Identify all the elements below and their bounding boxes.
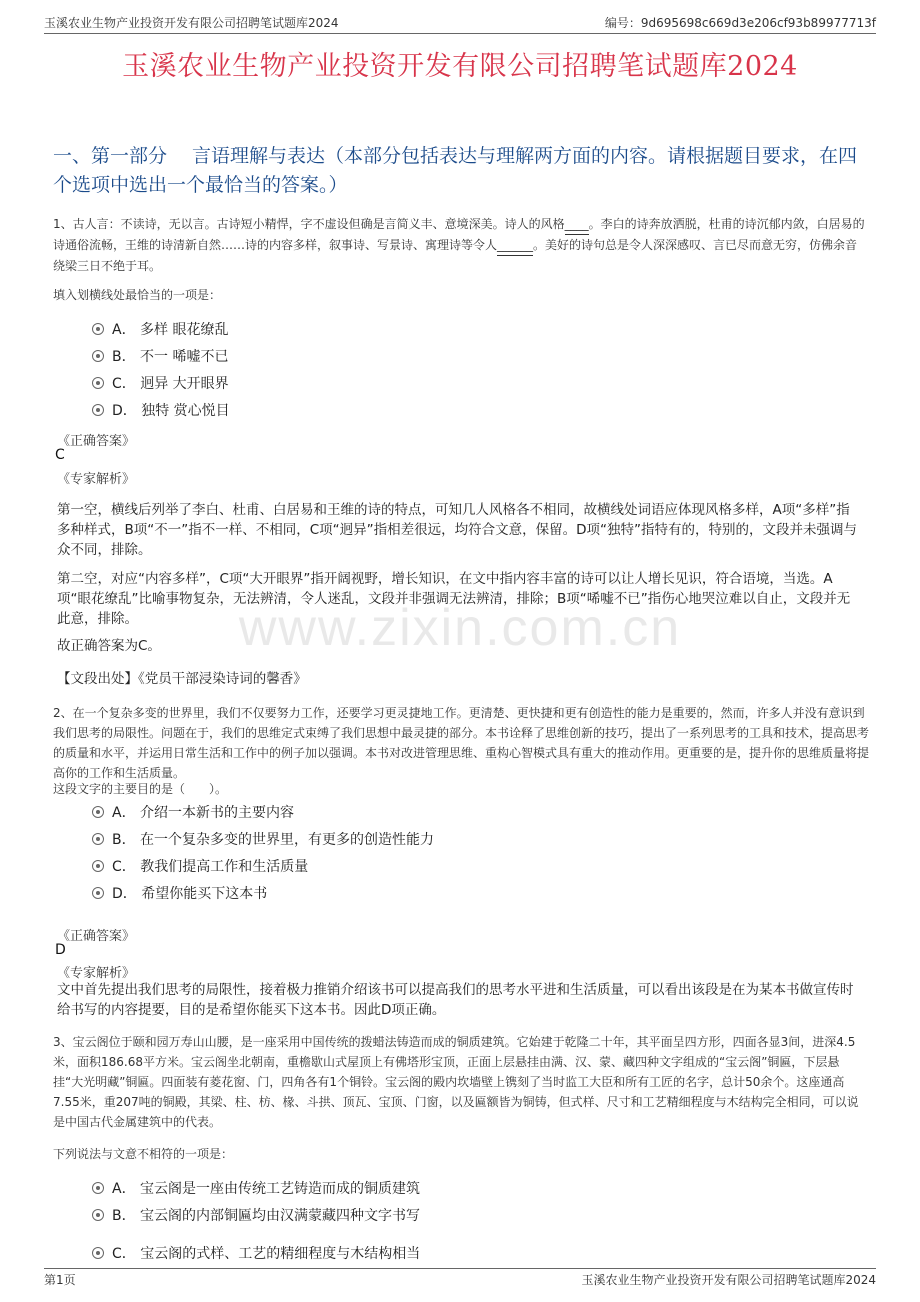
radio-icon[interactable]	[92, 887, 104, 899]
q3-option-b-label: B． 宝云阁的内部铜匾均由汉满蒙藏四种文字书写	[112, 1208, 421, 1224]
q2-option-a-label: A． 介绍一本新书的主要内容	[112, 805, 295, 821]
q3-prompt: 下列说法与文意不相符的一项是：	[53, 1147, 234, 1161]
q1-blank-1: ____	[565, 214, 589, 235]
page-title: 玉溪农业生物产业投资开发有限公司招聘笔试题库2024	[122, 51, 798, 82]
q1-stem	[53, 214, 869, 276]
q1-option-b-label: B． 不一 唏嘘不已	[112, 349, 229, 365]
section-heading: 一、第一部分 言语理解与表达（本部分包括表达与理解两方面的内容。请根据题目要求，在四个选项中选出一个最恰当的答案。）	[53, 145, 858, 196]
q1-analysis-2: 第二空，对应“内容多样”，C项“大开眼界”指开阔视野，增长知识，在文中指内容丰富的诗可以让人增长见识，符合语境，当选。A项“眼花缭乱”比喻事物复杂，无法辨清，令人迷乱，文段并非强调无法辨清，排除；B项“唏嘘不已”指伤心地哭泣难以自止，文段并无此意，排除。	[57, 571, 851, 627]
q2-prompt: 这段文字的主要目的是（ ）。	[53, 782, 228, 796]
radio-icon[interactable]	[92, 833, 104, 845]
q1-answer: C	[55, 447, 65, 463]
q1-option-d-label: D． 独特 赏心悦目	[112, 403, 230, 419]
watermark: www.zixin.com.cn	[238, 599, 682, 657]
q3-option-a-label: A． 宝云阁是一座由传统工艺铸造而成的铜质建筑	[112, 1181, 421, 1197]
radio-icon[interactable]	[92, 860, 104, 872]
q1-option-c-label: C． 迥异 大开眼界	[112, 376, 229, 392]
q2-answer: D	[55, 942, 66, 958]
q3-stem: 3、宝云阁位于颐和园万寿山山腰，是一座采用中国传统的拨蜡法铸造而成的铜质建筑。它始建于乾隆二十年，其平面呈四方形，四面各显3间，进深4.5米，面积186.68平方米。宝云阁坐北朝南，重檐歇山式屋顶上有佛塔形宝顶，正面上层悬挂由满、汉、蒙、藏四种文字组成的“宝云阁”铜匾，下层悬挂“大光明藏”铜匾。四面装有菱花窗、门，四角各有1个铜铃。宝云阁的殿内坎墙壁上镌刻了当时监工大臣和所有工匠的名字，总计50余个。这座通高7.55米，重207吨的铜殿，其梁、柱、枋、椽、斗拱、顶瓦、宝顶、门窗，以及匾额皆为铜铸，但式样、尺寸和工艺精细程度与木结构完全相同，可以说是中国古代金属建筑中的代表。	[53, 1035, 859, 1129]
q2-option-b-label: B． 在一个复杂多变的世界里，有更多的创造性能力	[112, 832, 435, 848]
q1-stem-part-b: 。李白的诗奔放洒脱，杜甫的诗沉郁内敛，白居易的诗通俗流畅，王维的诗清新自然……诗的内容多样，叙事诗、写景诗、寓理诗等令人	[53, 217, 865, 252]
radio-icon[interactable]	[92, 1209, 104, 1221]
q1-option-b[interactable]	[92, 346, 229, 366]
radio-icon[interactable]	[92, 377, 104, 389]
q1-source: 【文段出处】《党员干部浸染诗词的馨香》	[57, 671, 307, 687]
q2-option-c-label: C． 教我们提高工作和生活质量	[112, 859, 309, 875]
page-header	[44, 14, 876, 32]
radio-icon[interactable]	[92, 323, 104, 335]
q2-option-d[interactable]	[92, 883, 267, 903]
q2-answer-label: 《正确答案》	[57, 929, 136, 944]
radio-icon[interactable]	[92, 1247, 104, 1259]
header-doc-id: 编号：9d695698c669d3e206cf93b89977713f	[604, 16, 876, 30]
q2-stem: 2、在一个复杂多变的世界里，我们不仅要努力工作，还要学习更灵捷地工作。更清楚、更快捷和更有创造性的能力是重要的，然而，许多人并没有意识到我们思考的局限性。问题在于，我们的思维定式束缚了我们思想中最灵捷的部分。本书诠释了思维创新的技巧，提出了一系列思考的工具和技术，提高思考的质量和水平，并运用日常生活和工作中的例子加以强调。本书对改进管理思维、重构心智模式具有重大的推动作用。更重要的是，提升你的思维质量将提高你的工作和生活质量。	[53, 706, 870, 780]
footer-divider	[44, 1268, 876, 1269]
radio-icon[interactable]	[92, 404, 104, 416]
q1-option-a-label: A． 多样 眼花缭乱	[112, 322, 229, 338]
q2-option-a[interactable]	[92, 802, 294, 822]
radio-icon[interactable]	[92, 1182, 104, 1194]
q3-option-a[interactable]	[92, 1178, 420, 1198]
q2-option-c[interactable]	[92, 856, 308, 876]
q2-option-d-label: D． 希望你能买下这本书	[112, 886, 268, 902]
header-divider	[44, 33, 876, 34]
radio-icon[interactable]	[92, 350, 104, 362]
q1-option-d[interactable]	[92, 400, 230, 420]
q1-conclusion: 故正确答案为C。	[57, 638, 161, 654]
q1-analysis-1: 第一空，横线后列举了李白、杜甫、白居易和王维的诗的特点，可知几人风格各不相同，故横线处词语应体现风格多样，A项“多样”指多种样式，B项“不一”指不一样、不相同，C项“迥异”指相差很远，均符合文意，保留。D项“独特”指特有的，特别的，文段并未强调与众不同，排除。	[57, 502, 858, 558]
page-number: 第1页	[44, 1273, 76, 1287]
radio-icon[interactable]	[92, 806, 104, 818]
q2-analysis: 文中首先提出我们思考的局限性，接着极力推销介绍该书可以提高我们的思考水平进和生活质量，可以看出该段是在为某本书做宣传时给书写的内容提要，目的是希望你能买下这本书。因此D项正确。	[57, 982, 854, 1018]
q1-stem-part-a: 1、古人言：不读诗，无以言。古诗短小精悍，字不虚设但确是言简义丰、意境深美。诗人的风格	[53, 217, 565, 231]
header-left-text: 玉溪农业生物产业投资开发有限公司招聘笔试题库2024	[44, 16, 339, 30]
q3-option-c-label: C． 宝云阁的式样、工艺的精细程度与木结构相当	[112, 1246, 421, 1262]
q3-option-b[interactable]	[92, 1205, 420, 1225]
q2-option-b[interactable]	[92, 829, 434, 849]
q2-analysis-label: 《专家解析》	[57, 966, 136, 981]
q1-analysis-label: 《专家解析》	[57, 472, 136, 487]
q1-prompt: 填入划横线处最恰当的一项是：	[53, 288, 222, 302]
q1-option-c[interactable]	[92, 373, 229, 393]
q1-option-a[interactable]	[92, 319, 228, 339]
q1-stem-part-c: 。美好的诗句总是令人深深感叹、言已尽而意无穷，仿佛余音绕梁三日不绝于耳。	[53, 238, 858, 273]
q3-option-c[interactable]	[92, 1243, 420, 1263]
q1-blank-2: ______	[497, 235, 533, 256]
footer-right-text: 玉溪农业生物产业投资开发有限公司招聘笔试题库2024	[581, 1273, 876, 1287]
q1-answer-label: 《正确答案》	[57, 434, 136, 449]
